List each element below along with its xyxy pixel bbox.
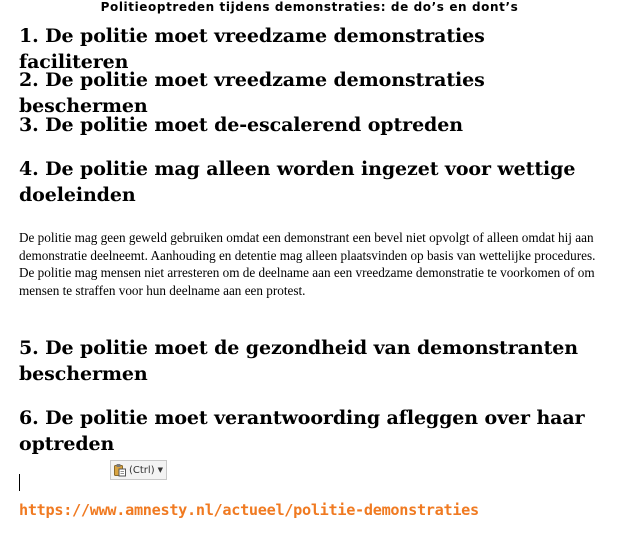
source-url[interactable]: https://www.amnesty.nl/actueel/politie-demonstraties [19, 501, 479, 519]
heading-6: 6. De politie moet verantwoording afleggen over haar optreden [19, 407, 585, 455]
paste-options-button[interactable] [110, 460, 167, 480]
heading-2: 2. De politie moet vreedzame demonstraties beschermen [19, 69, 485, 117]
paste-options-label: (Ctrl) [129, 464, 155, 476]
text-cursor [19, 474, 20, 491]
heading-5: 5. De politie moet de gezondheid van demonstranten beschermen [19, 337, 578, 385]
clipboard-paste-icon [113, 463, 127, 477]
document-title: Politieoptreden tijdens demonstraties: de do’s en dont’s [100, 0, 519, 14]
heading-3: 3. De politie moet de-escalerend optreden [19, 114, 463, 136]
heading-4: 4. De politie mag alleen worden ingezet voor wettige doeleinden [19, 158, 576, 206]
heading-1: 1. De politie moet vreedzame demonstraties faciliteren [19, 25, 485, 73]
chevron-down-icon: ▼ [157, 465, 163, 474]
body-paragraph: De politie mag geen geweld gebruiken omdat een demonstrant een bevel niet opvolgt of alleen omdat hij aan demonstratie deelneemt. Aanhouding en detentie mag alleen plaatsvinden op basis van wettelijke procedures. De politie mag mensen niet arresteren om de deelname aan een vreedzame demonstratie te voorkomen of om mensen te straffen voor hun deelname aan een protest. [19, 230, 596, 298]
